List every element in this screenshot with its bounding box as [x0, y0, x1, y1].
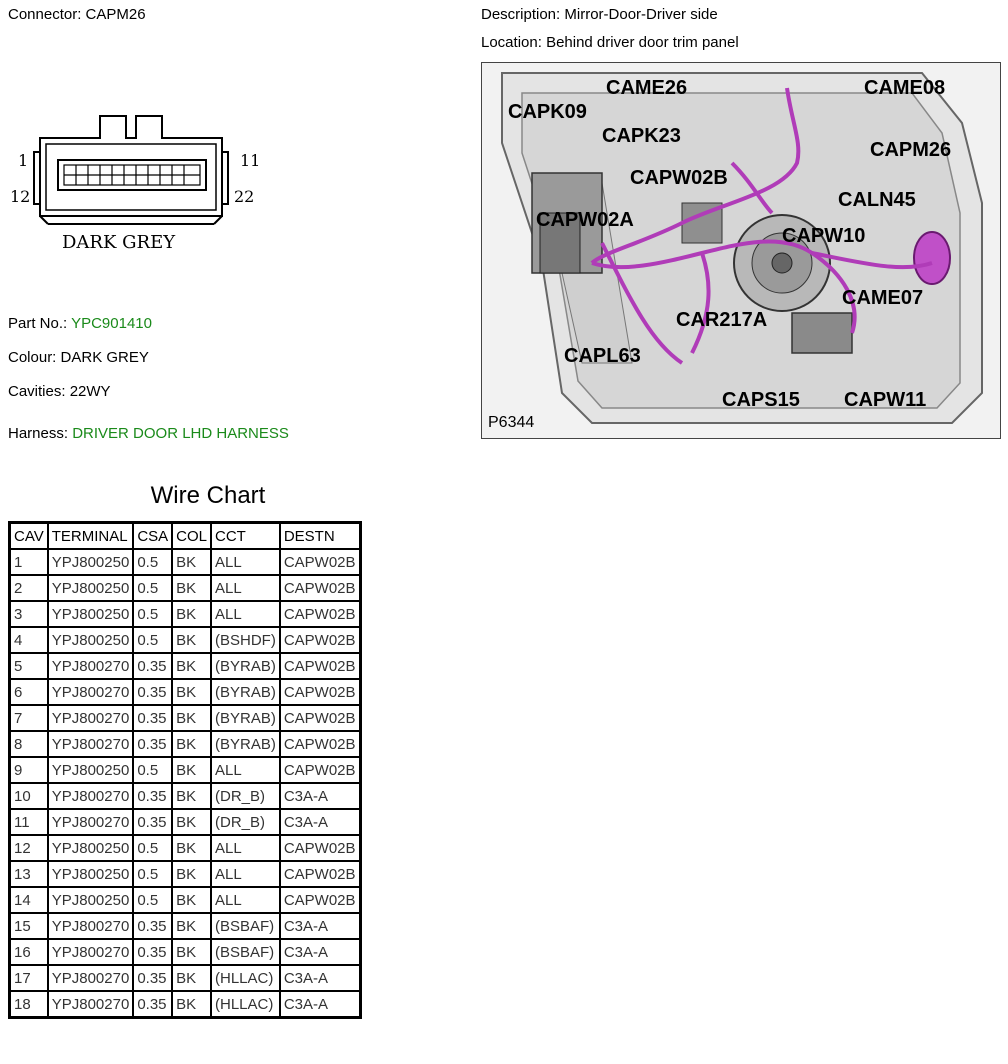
table-row [10, 861, 361, 887]
description-label: Description: [481, 6, 561, 23]
table-row [10, 913, 361, 939]
table-cell: CAPW02B [280, 757, 360, 783]
table-cell: 0.35 [133, 809, 172, 835]
table-row [10, 653, 361, 679]
table-cell: (BYRAB) [211, 653, 280, 679]
table-cell: YPJ800270 [48, 679, 134, 705]
pin-11-label: 11 [240, 151, 261, 170]
colour-line [8, 349, 149, 366]
table-cell: 0.35 [133, 705, 172, 731]
location-line [481, 34, 739, 51]
table-cell: (DR_B) [211, 783, 280, 809]
table-cell: (BYRAB) [211, 731, 280, 757]
table-cell: YPJ800270 [48, 965, 134, 991]
callout-caln45: CALN45 [838, 189, 916, 211]
table-cell: 7 [10, 705, 48, 731]
table-cell: C3A-A [280, 991, 360, 1018]
table-cell: 2 [10, 575, 48, 601]
table-cell: 15 [10, 913, 48, 939]
table-cell: BK [172, 705, 211, 731]
table-cell: 18 [10, 991, 48, 1018]
table-row [10, 705, 361, 731]
table-cell: YPJ800250 [48, 887, 134, 913]
table-row [10, 627, 361, 653]
column-header: COL [172, 523, 211, 550]
description-value: Mirror-Door-Driver side [564, 6, 718, 23]
part-number-line [8, 315, 152, 332]
table-cell: BK [172, 991, 211, 1018]
table-cell: 14 [10, 887, 48, 913]
table-cell: BK [172, 731, 211, 757]
callout-capk23: CAPK23 [602, 125, 681, 147]
table-cell: BK [172, 627, 211, 653]
column-header: CSA [133, 523, 172, 550]
table-cell: BK [172, 783, 211, 809]
table-cell: 0.35 [133, 991, 172, 1018]
table-cell: C3A-A [280, 939, 360, 965]
table-cell: C3A-A [280, 809, 360, 835]
table-cell: BK [172, 887, 211, 913]
callout-came07: CAME07 [842, 287, 924, 309]
table-row [10, 731, 361, 757]
callout-capw11: CAPW11 [844, 389, 927, 411]
table-cell: (DR_B) [211, 809, 280, 835]
pin-22-label: 22 [234, 187, 255, 206]
table-cell: BK [172, 913, 211, 939]
table-cell: BK [172, 861, 211, 887]
table-cell: CAPW02B [280, 549, 360, 575]
callout-came08: CAME08 [864, 77, 946, 99]
table-row [10, 809, 361, 835]
table-cell: 0.5 [133, 861, 172, 887]
table-cell: C3A-A [280, 913, 360, 939]
table-cell: ALL [211, 887, 280, 913]
wire-table-header-row [10, 523, 361, 550]
table-cell: BK [172, 809, 211, 835]
table-cell: YPJ800270 [48, 731, 134, 757]
table-cell: YPJ800250 [48, 575, 134, 601]
table-cell: (BSHDF) [211, 627, 280, 653]
table-row [10, 887, 361, 913]
column-header: TERMINAL [48, 523, 134, 550]
cavities-label: Cavities: [8, 383, 66, 400]
part-number-link[interactable]: YPC901410 [71, 315, 152, 332]
column-header: DESTN [280, 523, 360, 550]
table-cell: CAPW02B [280, 705, 360, 731]
table-cell: YPJ800270 [48, 913, 134, 939]
location-label: Location: [481, 34, 542, 51]
table-cell: BK [172, 575, 211, 601]
table-row [10, 575, 361, 601]
table-cell: ALL [211, 861, 280, 887]
table-cell: CAPW02B [280, 835, 360, 861]
callout-capl63: CAPL63 [564, 345, 641, 367]
table-cell: ALL [211, 835, 280, 861]
pin-1-label: 1 [18, 151, 29, 170]
table-cell: C3A-A [280, 783, 360, 809]
table-cell: (BSBAF) [211, 939, 280, 965]
table-cell: (BYRAB) [211, 679, 280, 705]
table-cell: BK [172, 549, 211, 575]
table-cell: 11 [10, 809, 48, 835]
table-cell: YPJ800270 [48, 653, 134, 679]
table-cell: 0.5 [133, 757, 172, 783]
table-cell: YPJ800250 [48, 601, 134, 627]
table-cell: BK [172, 601, 211, 627]
connector-label: Connector: [8, 6, 82, 23]
colour-value: DARK GREY [60, 349, 149, 366]
table-row [10, 783, 361, 809]
figure-reference: P6344 [488, 414, 535, 431]
connector-id: CAPM26 [85, 6, 146, 23]
table-cell: ALL [211, 601, 280, 627]
table-cell: 0.35 [133, 913, 172, 939]
location-figure [481, 62, 1001, 439]
table-cell: 0.5 [133, 627, 172, 653]
table-row [10, 757, 361, 783]
table-cell: 17 [10, 965, 48, 991]
connector-line [8, 6, 146, 23]
table-row [10, 549, 361, 575]
wire-chart-title: Wire Chart [150, 482, 266, 509]
table-cell: CAPW02B [280, 679, 360, 705]
table-cell: CAPW02B [280, 887, 360, 913]
column-header: CCT [211, 523, 280, 550]
table-cell: YPJ800250 [48, 549, 134, 575]
callout-capw10: CAPW10 [782, 225, 866, 247]
table-cell: BK [172, 965, 211, 991]
table-cell: C3A-A [280, 965, 360, 991]
table-cell: (BYRAB) [211, 705, 280, 731]
callout-caps15: CAPS15 [722, 389, 800, 411]
table-cell: YPJ800250 [48, 627, 134, 653]
connector-colour-text: DARK GREY [62, 232, 176, 253]
table-cell: 0.35 [133, 939, 172, 965]
description-line [481, 6, 718, 23]
table-row [10, 601, 361, 627]
table-cell: YPJ800250 [48, 835, 134, 861]
harness-line [8, 425, 289, 442]
table-cell: BK [172, 679, 211, 705]
table-cell: YPJ800270 [48, 705, 134, 731]
callout-capk09: CAPK09 [508, 101, 587, 123]
table-cell: 5 [10, 653, 48, 679]
harness-label: Harness: [8, 425, 69, 442]
cavities-line [8, 383, 111, 400]
table-cell: CAPW02B [280, 653, 360, 679]
table-cell: 6 [10, 679, 48, 705]
table-cell: (BSBAF) [211, 913, 280, 939]
table-cell: CAPW02B [280, 575, 360, 601]
table-row [10, 835, 361, 861]
callout-capw02b: CAPW02B [630, 167, 728, 189]
location-value: Behind driver door trim panel [546, 34, 739, 51]
table-cell: 0.35 [133, 679, 172, 705]
table-cell: CAPW02B [280, 601, 360, 627]
table-cell: 0.35 [133, 731, 172, 757]
table-cell: 4 [10, 627, 48, 653]
harness-link[interactable]: DRIVER DOOR LHD HARNESS [72, 425, 289, 442]
table-cell: YPJ800270 [48, 939, 134, 965]
table-cell: (HLLAC) [211, 991, 280, 1018]
table-cell: YPJ800270 [48, 809, 134, 835]
table-cell: 0.35 [133, 965, 172, 991]
table-cell: 3 [10, 601, 48, 627]
table-cell: CAPW02B [280, 861, 360, 887]
table-cell: 0.5 [133, 835, 172, 861]
table-cell: YPJ800270 [48, 991, 134, 1018]
table-row [10, 939, 361, 965]
table-row [10, 679, 361, 705]
table-cell: 0.35 [133, 783, 172, 809]
colour-label: Colour: [8, 349, 57, 366]
table-cell: 9 [10, 757, 48, 783]
table-cell: ALL [211, 757, 280, 783]
table-cell: 16 [10, 939, 48, 965]
callout-capm26: CAPM26 [870, 139, 952, 161]
part-number-label: Part No.: [8, 315, 68, 332]
table-cell: YPJ800270 [48, 783, 134, 809]
table-cell: YPJ800250 [48, 861, 134, 887]
table-cell: ALL [211, 549, 280, 575]
wire-chart-table [8, 521, 362, 1019]
pin-12-label: 12 [10, 187, 31, 206]
table-cell: 0.5 [133, 887, 172, 913]
table-cell: 0.5 [133, 575, 172, 601]
table-cell: 1 [10, 549, 48, 575]
table-cell: 0.5 [133, 549, 172, 575]
connector-face-drawing [8, 108, 278, 258]
cavities-value: 22WY [69, 383, 111, 400]
table-cell: CAPW02B [280, 627, 360, 653]
table-cell: 12 [10, 835, 48, 861]
callout-came26: CAME26 [606, 77, 688, 99]
table-cell: (HLLAC) [211, 965, 280, 991]
column-header: CAV [10, 523, 48, 550]
table-cell: BK [172, 757, 211, 783]
table-cell: CAPW02B [280, 731, 360, 757]
table-cell: BK [172, 835, 211, 861]
table-cell: BK [172, 939, 211, 965]
table-cell: ALL [211, 575, 280, 601]
table-cell: YPJ800250 [48, 757, 134, 783]
table-cell: 0.35 [133, 653, 172, 679]
table-cell: BK [172, 653, 211, 679]
callout-capw02a: CAPW02A [536, 209, 634, 231]
table-cell: 13 [10, 861, 48, 887]
table-row [10, 991, 361, 1018]
table-cell: 0.5 [133, 601, 172, 627]
table-cell: 8 [10, 731, 48, 757]
table-row [10, 965, 361, 991]
wire-table-body [10, 549, 361, 1018]
table-cell: 10 [10, 783, 48, 809]
callout-car217a: CAR217A [676, 309, 768, 331]
